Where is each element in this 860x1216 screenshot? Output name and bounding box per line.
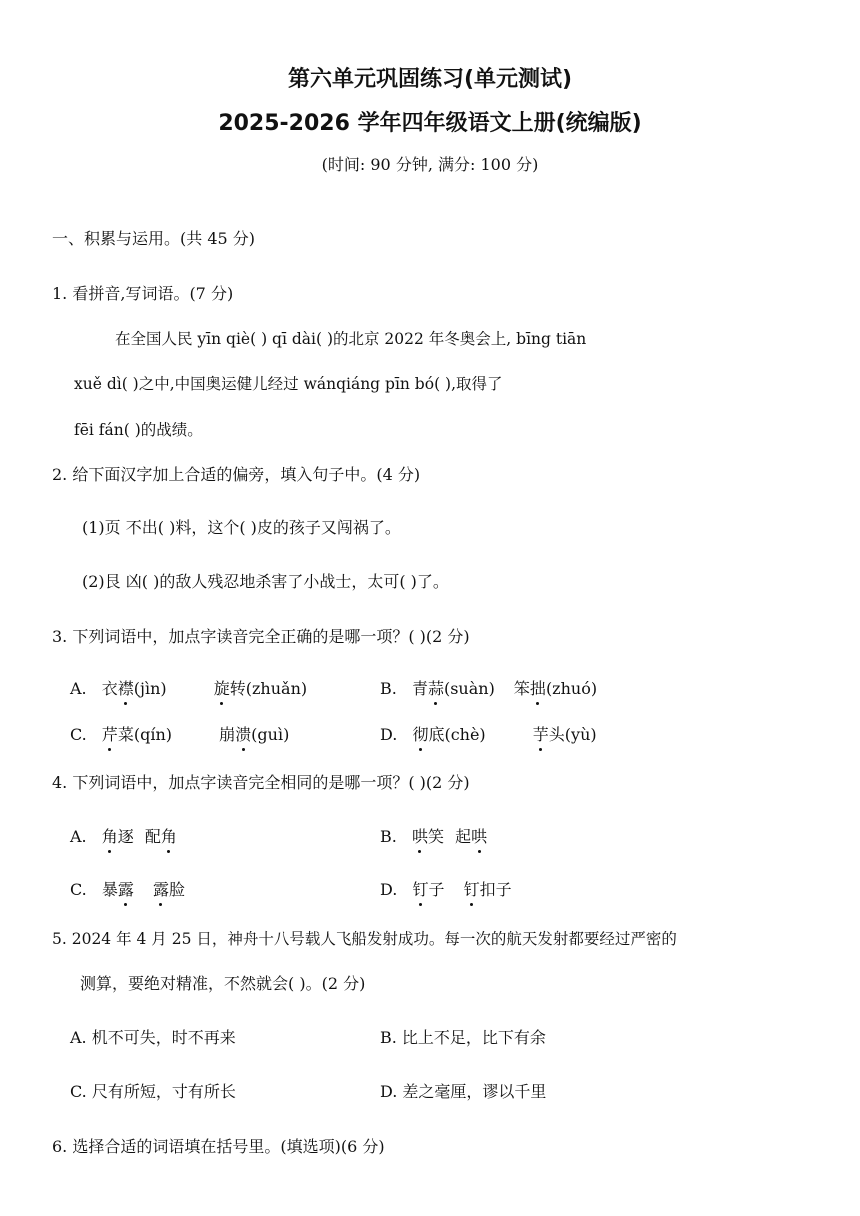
word: 暴露	[101, 880, 134, 899]
word: 角逐	[101, 827, 134, 846]
dotted-char: 拙	[529, 679, 546, 698]
q1-line-1: 在全国人民 yīn qiè( ) qī dài( )的北京 2022 年冬奥会上, bīng tiān	[115, 330, 587, 348]
dotted-char: 钉	[412, 880, 429, 899]
dotted-char: 旋	[213, 679, 230, 698]
q2-stem: 2. 给下面汉字加上合适的偏旁，填入句子中。(4 分)	[52, 465, 421, 484]
q5-stem-line-1: 5. 2024 年 4 月 25 日，神舟十八号载人飞船发射成功。每一次的航天发射都要经过严密的	[52, 930, 677, 948]
title-line-2: 2025-2026 学年四年级语文上册(统编版)	[218, 111, 642, 136]
dotted-char: 哄	[471, 827, 488, 846]
word: 衣襟(jìn)	[101, 679, 167, 698]
dotted-char: 芋	[532, 725, 549, 744]
section-heading: 一、积累与运用。(共 45 分)	[52, 229, 256, 248]
option-letter: B.	[380, 827, 397, 846]
word: 芋头(yù)	[532, 725, 597, 744]
word: 旋转(zhuǎn)	[213, 679, 308, 698]
option-letter: D.	[380, 725, 398, 744]
dotted-char: 芹	[101, 725, 118, 744]
dotted-char: 溃	[235, 725, 252, 744]
q3-option-b	[380, 678, 597, 700]
dotted-char: 角	[101, 827, 118, 846]
q3-option-d	[380, 724, 597, 746]
q4-option-c	[70, 879, 185, 901]
dotted-char: 彻	[412, 725, 429, 744]
q1-line-2: xuě dì( )之中,中国奥运健儿经过 wánqiáng pīn bó( ),取得了	[74, 375, 503, 393]
word: 钉扣子	[463, 880, 512, 899]
option-letter: C.	[70, 880, 87, 899]
dotted-char: 露	[152, 880, 169, 899]
dotted-char: 哄	[411, 827, 428, 846]
option-letter: A.	[70, 827, 87, 846]
option-letter: A.	[70, 679, 87, 698]
q3-option-c	[70, 724, 289, 746]
dotted-char: 角	[160, 827, 177, 846]
q4-option-a	[70, 826, 177, 848]
q1-line-3: fēi fán( )的战绩。	[74, 421, 203, 439]
q4-option-d	[380, 879, 512, 901]
q5-stem-line-2: 测算，要绝对精准，不然就会( )。(2 分)	[80, 974, 366, 993]
word: 配角	[144, 827, 177, 846]
option-letter: D.	[380, 880, 398, 899]
q5-option-d: D. 差之毫厘，谬以千里	[380, 1082, 547, 1101]
dotted-char: 露	[117, 880, 134, 899]
word: 钉子	[412, 880, 445, 899]
dotted-char: 蒜	[427, 679, 444, 698]
q5-option-c: C. 尺有所短，寸有所长	[70, 1082, 236, 1101]
option-letter: B.	[380, 679, 397, 698]
dotted-char: 钉	[463, 880, 480, 899]
q3-option-a	[70, 678, 307, 700]
q2-item-2: (2)艮 凶( )的敌人残忍地杀害了小战士，太可( )了。	[82, 572, 449, 591]
q6-stem: 6. 选择合适的词语填在括号里。(填选项)(6 分)	[52, 1137, 385, 1156]
word: 起哄	[455, 827, 488, 846]
word: 青蒜(suàn)	[411, 679, 495, 698]
q4-option-b	[380, 826, 487, 848]
exam-info: (时间: 90 分钟, 满分: 100 分)	[321, 155, 539, 174]
word: 笨拙(zhuó)	[513, 679, 598, 698]
q3-stem: 3. 下列词语中，加点字读音完全正确的是哪一项？( )(2 分)	[52, 627, 470, 646]
q5-option-a: A. 机不可失，时不再来	[70, 1028, 236, 1047]
dotted-char: 襟	[117, 679, 134, 698]
word: 崩溃(guì)	[219, 725, 290, 744]
title-line-1: 第六单元巩固练习(单元测试)	[287, 67, 573, 92]
q4-stem: 4. 下列词语中，加点字读音完全相同的是哪一项？( )(2 分)	[52, 773, 470, 792]
word: 芹菜(qín)	[101, 725, 173, 744]
q5-option-b: B. 比上不足，比下有余	[380, 1028, 546, 1047]
word: 哄笑	[411, 827, 444, 846]
word: 露脸	[152, 880, 186, 899]
option-letter: C.	[70, 725, 87, 744]
word: 彻底(chè)	[412, 725, 486, 744]
q1-stem: 1. 看拼音,写词语。(7 分)	[52, 284, 234, 303]
q2-item-1: (1)页 不出( )料，这个( )皮的孩子又闯祸了。	[82, 518, 401, 537]
